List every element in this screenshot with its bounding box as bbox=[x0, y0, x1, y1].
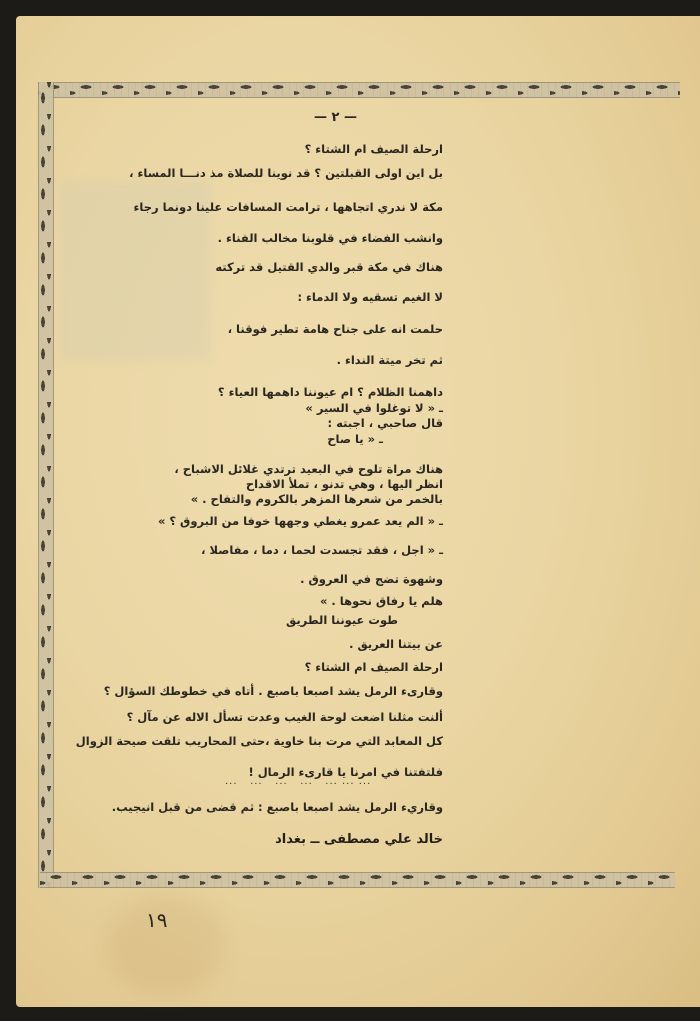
poem-line: وانشب الفضاء في قلوبنا مخالب الفناء . bbox=[217, 231, 443, 245]
poem-line: ارحلة الصيف ام الشتاء ؟ bbox=[304, 660, 443, 674]
poem-line: وقارىء الرمل يشد اصبعا باصبع . أتاه في خطوطك السؤال ؟ bbox=[103, 684, 443, 698]
decorative-border-bottom bbox=[40, 872, 675, 888]
poem-line: هناك مراة تلوح في البعيد ترتدي غلائل الاشباح ، bbox=[174, 462, 443, 476]
author-signature: خالد علي مصطفى ــ بغداد bbox=[275, 832, 443, 847]
separator-dots: ... ... ... ... ... ... ... bbox=[225, 776, 372, 787]
poem-line: ـ « الم يعد عمرو يغطي وجهها خوفا من البروق ؟ » bbox=[157, 514, 443, 528]
poem-line: كل المعابد التي مرت بنا خاوية ،حتى المحاريب تلقت صيحة الزوال bbox=[75, 734, 443, 748]
poem-line: انظر اليها ، وهي تدنو ، تملأ الاقداح bbox=[245, 477, 443, 491]
decorative-border-left bbox=[38, 82, 54, 888]
poem-line: ثم تخر ميتة النداء . bbox=[336, 353, 443, 367]
page-number: ١٩ bbox=[146, 908, 168, 932]
poem-line: ـ « اجل ، فقد تجسدت لحما ، دما ، مفاصلا ، bbox=[201, 543, 443, 557]
poem-line: هناك في مكة قبر والدي القتيل قد تركته bbox=[215, 260, 443, 274]
poem-line: لا الغيم تسقيه ولا الدماء : bbox=[297, 290, 443, 304]
poem-line: ـ « لا توغلوا في السير » bbox=[305, 401, 443, 415]
decorative-border-top bbox=[38, 82, 680, 98]
section-number: — ٢ — bbox=[314, 110, 357, 125]
poem-line: وشهوة تضج في العروق . bbox=[300, 572, 443, 586]
poem-line: داهمنا الظلام ؟ ام عيوننا داهمها العياء ؟ bbox=[217, 385, 443, 399]
poem-line: طوت عيوننا الطريق bbox=[286, 613, 398, 627]
poem-line: بل اين اولى القبلتين ؟ قد نوينا للصلاة مذ دنـــا المساء ، bbox=[129, 166, 443, 180]
poem-line: ارحلة الصيف ام الشتاء ؟ bbox=[304, 142, 443, 156]
poem-line: ـ « يا صاح bbox=[327, 432, 383, 446]
closing-line: وقاريء الرمل يشد اصبعا باصبع : ثم قضى من قبل انيجيب. bbox=[111, 800, 443, 814]
poem-line: فلتفتنا في امرنا يا قارىء الرمال ! bbox=[248, 765, 443, 779]
poem-line: قال صاحبي ، اجبته : bbox=[327, 416, 443, 430]
poem-line: مكة لا ندري اتجاهها ، ترامت المسافات علينا دونما رجاء bbox=[133, 200, 443, 214]
poem-line: بالخمر من شعرها المزهر بالكروم والتفاح . » bbox=[190, 492, 443, 506]
poem-line: عن بيتنا العريق . bbox=[349, 637, 443, 651]
poem-line: هلم يا رفاق نحوها . » bbox=[320, 594, 443, 608]
poem-line: حلمت انه على جناح هامة تطير فوقنا ، bbox=[227, 322, 443, 336]
poem-line: ألنت مثلنا اضعت لوحة الغيب وعدت تسأل الاله عن مآل ؟ bbox=[126, 710, 443, 724]
magazine-page bbox=[16, 16, 700, 1007]
